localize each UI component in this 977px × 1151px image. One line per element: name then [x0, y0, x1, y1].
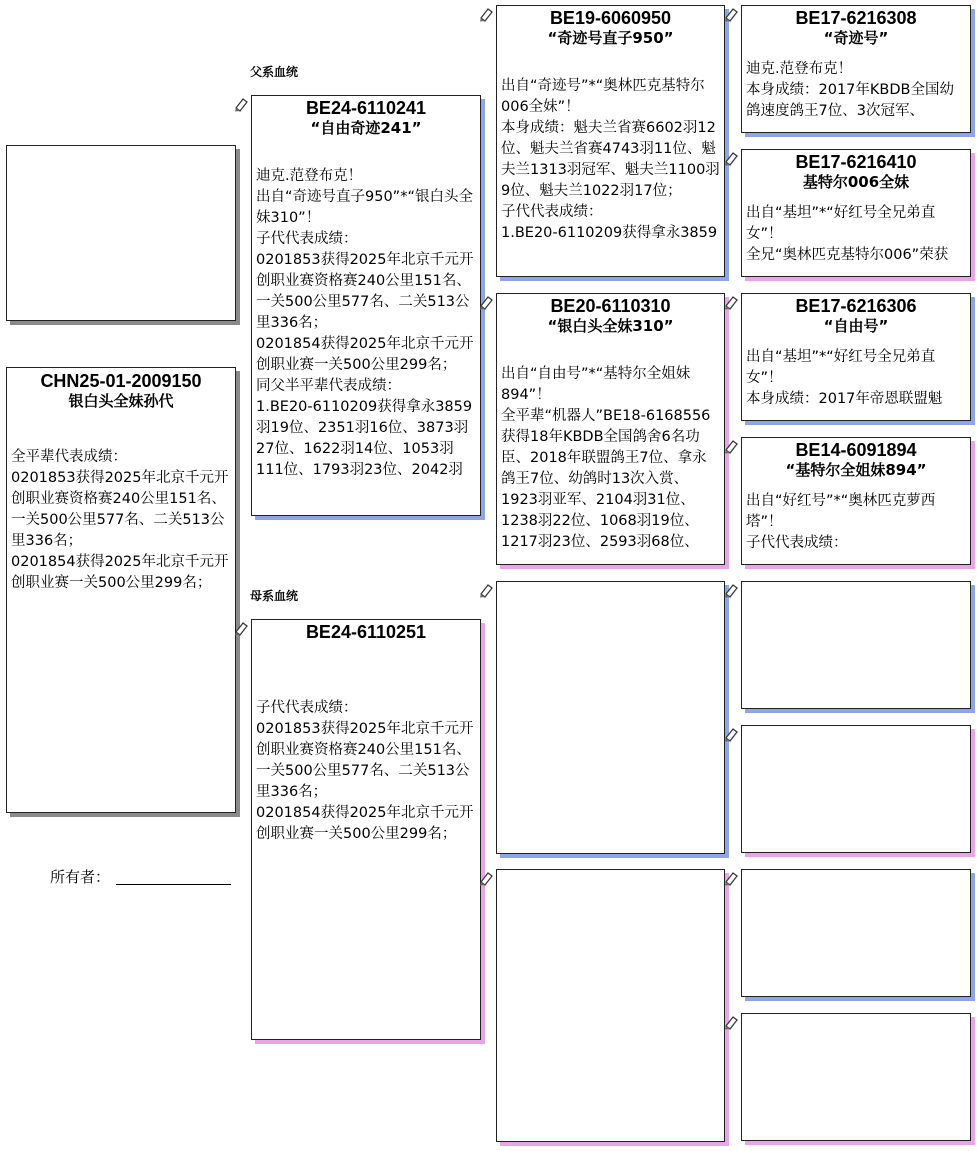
owner-label: 所有者： — [50, 868, 111, 886]
ssd-name: 基特尔006全妹 — [802, 173, 910, 191]
sire-name: “自由奇迹241” — [310, 119, 422, 137]
subject-ring: CHN25-01-2009150 — [40, 371, 202, 391]
sire-dam-ring: BE20-6110310 — [550, 296, 671, 316]
sire-sire-notes: 出自“奇迹号”*“奥林匹克基特尔006全妹”！ 本身成绩：魁夫兰省赛6602羽12位、魁夫兰省赛4743羽11位、魁夫兰1313羽冠军、魁夫兰1100羽9位、魁夫兰1022羽17位； 子代代表成绩： 1.BE20-6110209获得拿永3859 — [501, 78, 720, 241]
sire-dam-sire-card[interactable] — [741, 293, 971, 421]
sire-dam-dam-card[interactable] — [741, 437, 971, 565]
sire-line-label: 父系血统 — [250, 65, 299, 79]
sire-sire-dam-card[interactable] — [741, 149, 971, 277]
sire-sire-card[interactable] — [496, 5, 725, 277]
edit-icon[interactable] — [724, 582, 740, 598]
sire-dam-name: “银白头全妹310” — [547, 317, 674, 335]
sdd-notes: 出自“好红号”*“奥林匹克萝西塔”！ 子代代表成绩： — [746, 493, 936, 551]
sds-notes: 出自“基坦”*“好红号全兄弟直女”！ 本身成绩：2017年帝恩联盟魁 — [746, 349, 943, 407]
sire-ring: BE24-6110241 — [305, 98, 427, 118]
sdd-name: “基特尔全姐妹894” — [785, 461, 927, 479]
sss-name: “奇迹号” — [823, 29, 889, 47]
dam-line-label: 母系血统 — [250, 589, 299, 603]
edit-icon[interactable] — [479, 294, 495, 310]
subject-card[interactable] — [6, 367, 236, 813]
subject-notes: 全平辈代表成绩： 0201853获得2025年北京千元开创职业赛资格赛240公里151名、一关500公里577名、二关513公里336名； 0201854获得2025年北京千元开创职业赛一关500公里299名； — [11, 449, 229, 591]
owner-line[interactable] — [116, 884, 231, 885]
sdd-ring: BE14-6091894 — [795, 440, 917, 460]
subject-name: 银白头全妹孙代 — [68, 392, 174, 410]
ssd-ring: BE17-6216410 — [795, 152, 917, 172]
sire-sire-sire-card[interactable] — [741, 5, 971, 133]
edit-icon[interactable] — [479, 6, 495, 22]
dam-dam-card[interactable] — [496, 869, 725, 1142]
edit-icon[interactable] — [234, 620, 250, 636]
dam-ring: BE24-6110251 — [305, 622, 427, 642]
dam-sire-sire-card[interactable] — [741, 581, 971, 709]
edit-icon[interactable] — [724, 294, 740, 310]
edit-icon[interactable] — [724, 870, 740, 886]
dam-sire-card[interactable] — [496, 581, 725, 854]
sire-dam-card[interactable] — [496, 293, 725, 565]
edit-icon[interactable] — [234, 96, 250, 112]
sire-card[interactable] — [251, 95, 481, 516]
sire-dam-notes: 出自“自由号”*“基特尔全姐妹894”！ 全平辈“机器人”BE18-6168556获得18年KBDB全国鸽舍6名功臣、2018年联盟鸽王7位、拿永鸽王7位、幼鸽时13次入赏、1923羽亚军、2104羽31位、1238羽22位、1068羽19位、1217羽23位、2593羽68位、 — [501, 366, 711, 550]
pigeon-photo-box[interactable] — [6, 145, 236, 321]
edit-icon[interactable] — [724, 726, 740, 742]
dam-dam-sire-card[interactable] — [741, 869, 971, 997]
sire-sire-ring: BE19-6060950 — [549, 8, 672, 28]
sss-notes: 迪克.范登布克！ 本身成绩：2017年KBDB全国幼鸽速度鸽王7位、3次冠军、 — [746, 61, 954, 119]
ssd-notes: 出自“基坦”*“好红号全兄弟直女”！ 全兄“奥林匹克基特尔006”荣获 — [746, 205, 949, 263]
sire-sire-name: “奇迹号直子950” — [547, 29, 674, 47]
edit-icon[interactable] — [724, 438, 740, 454]
dam-notes: 子代代表成绩： 0201853获得2025年北京千元开创职业赛资格赛240公里151名、一关500公里577名、二关513公里336名； 0201854获得2025年北京千元开创职业赛一关500公里299名； — [256, 700, 474, 842]
edit-icon[interactable] — [724, 1014, 740, 1030]
dam-sire-dam-card[interactable] — [741, 725, 971, 853]
sss-ring: BE17-6216308 — [795, 8, 917, 28]
sire-notes: 迪克.范登布克！ 出自“奇迹号直子950”*“银白头全妹310”！ 子代代表成绩： 0201853获得2025年北京千元开创职业赛资格赛240公里151名、一关500公里577名、二关513公里336名； 0201854获得2025年北京千元开创职业赛一关500公里299名； 同父半平辈代表成绩： 1.BE20-6110209获得拿永3859羽19位、2351羽16位、3873羽27位、1622羽14位、1053羽111位、1793羽23位、2042羽 — [256, 168, 474, 478]
sds-ring: BE17-6216306 — [795, 296, 917, 316]
edit-icon[interactable] — [479, 582, 495, 598]
dam-card[interactable] — [251, 619, 481, 1040]
edit-icon[interactable] — [724, 150, 740, 166]
sds-name: “自由号” — [823, 317, 889, 335]
edit-icon[interactable] — [724, 6, 740, 22]
edit-icon[interactable] — [479, 870, 495, 886]
dam-dam-dam-card[interactable] — [741, 1013, 971, 1141]
